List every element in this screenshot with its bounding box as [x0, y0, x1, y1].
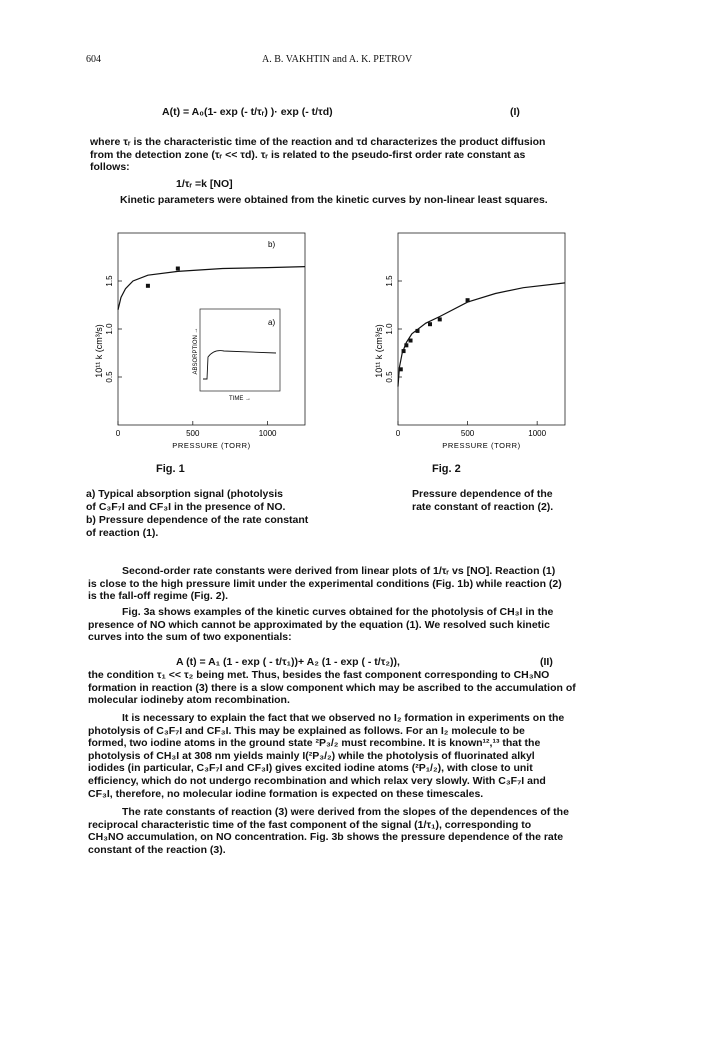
x-tick-label: 0	[395, 429, 401, 438]
data-point	[438, 317, 442, 321]
text-line: Second-order rate constants were derived from linear plots of 1/τᵣ vs [NO]. Reaction (1)	[122, 565, 556, 577]
x-tick-label: 1000	[528, 429, 547, 438]
data-point	[404, 343, 408, 347]
text-line: formed, two iodine atoms in the ground state ²P₃/₂ must recombine. It is known¹²,¹³ that the	[88, 737, 541, 750]
caption-line: a) Typical absorption signal (photolysis	[86, 488, 283, 500]
y-tick-label: 1.0	[105, 323, 114, 335]
text-line: iodides (in particular, C₃F₇I and CF₃I) gives excited iodine atoms (²P₁/₂), with close to unit	[88, 762, 533, 775]
text-line: from the detection zone (τᵣ << τd). τᵣ is related to the pseudo-first order rate constant as	[90, 148, 526, 161]
paragraph-4	[88, 806, 648, 856]
data-point	[399, 367, 403, 371]
paragraph-2	[88, 606, 648, 644]
y-axis-label: 10¹¹ k (cm³/s)	[374, 324, 384, 378]
rate-equation: 1/τᵣ =k [NO]	[176, 178, 233, 190]
text-line: It is necessary to explain the fact that we observed no I₂ formation in experiments on the	[122, 712, 565, 724]
inset-x-label: TIME →	[229, 396, 251, 402]
figure-1-caption	[86, 488, 308, 540]
x-tick-label: 500	[186, 429, 200, 438]
y-tick-label: 1.5	[385, 275, 394, 287]
caption-line: Pressure dependence of the	[412, 488, 553, 500]
fit-curve	[398, 283, 565, 387]
text-line: reciprocal characteristic time of the fast component of the signal (1/τ₁), corresponding to	[88, 818, 532, 831]
paragraph-3	[88, 712, 648, 800]
text-line: Kinetic parameters were obtained from the kinetic curves by non-linear least squares.	[120, 194, 548, 206]
text-line: The rate constants of reaction (3) were derived from the slopes of the dependences of the	[122, 806, 569, 818]
text-line: formation in reaction (3) there is a slow component which may be ascribed to the accumulation of	[88, 681, 576, 694]
data-point	[415, 329, 419, 333]
figure-1	[80, 225, 310, 470]
y-tick-label: 1.5	[105, 275, 114, 287]
text-line: curves into the sum of two exponentials:	[88, 631, 292, 644]
equation-2-number: (II)	[540, 656, 553, 668]
text-line: efficiency, which do not undergo recombination and which relax very slowly. With C₃F₇I and	[88, 774, 546, 787]
inset-y-label: ABSORPTION →	[193, 327, 199, 375]
caption-line: b) Pressure dependence of the rate constant	[86, 514, 309, 526]
y-tick-label: 0.5	[105, 371, 114, 383]
text-line: where τᵣ is the characteristic time of the reaction and τd characterizes the product diffusion	[90, 136, 546, 148]
caption-line: of C₃F₇I and CF₃I in the presence of NO.	[86, 501, 286, 513]
figure-2	[360, 225, 570, 470]
x-tick-label: 0	[115, 429, 121, 438]
text-line: presence of NO which cannot be approximated by the equation (1). We resolved such kinetic	[88, 618, 550, 631]
data-point	[402, 349, 406, 353]
caption-line: rate constant of reaction (2).	[412, 501, 554, 513]
paragraph-2-cont	[88, 669, 648, 707]
data-point	[428, 322, 432, 326]
data-point	[466, 298, 470, 302]
text-line: CH₃NO accumulation, on NO concentration. Fig. 3b shows the pressure dependence of the rate	[88, 831, 564, 844]
fit-curve	[118, 267, 305, 310]
figure-2-caption	[412, 488, 553, 514]
text-line: photolysis of CH₃I at 308 nm yields mainly I(²P₃/₂) while the photolysis of fluorinated alkyl	[88, 749, 535, 762]
page-number: 604	[86, 54, 101, 65]
data-point	[146, 284, 150, 288]
running-header: A. B. VAKHTIN and A. K. PETROV	[262, 54, 413, 65]
text-line: Fig. 3a shows examples of the kinetic curves obtained for the photolysis of CH₃I in the	[122, 606, 554, 618]
text-line: constant of the reaction (3).	[88, 843, 226, 856]
data-point	[409, 339, 413, 343]
plot-frame	[398, 233, 565, 425]
equation-1: A(t) = A₀(1- exp (- t/τᵣ) )· exp (- t/τd)	[162, 106, 333, 118]
x-axis-label: PRESSURE (TORR)	[172, 441, 251, 450]
x-tick-label: 500	[460, 429, 475, 438]
text-line: molecular iodineby atom recombination.	[88, 694, 290, 707]
caption-line: of reaction (1).	[86, 527, 159, 539]
y-axis-label: 10¹¹ k (cm³/s)	[94, 324, 104, 378]
y-tick-label: 0.5	[385, 371, 394, 383]
x-tick-label: 1000	[258, 429, 277, 438]
intro-text	[90, 136, 650, 174]
text-line: follows:	[90, 161, 130, 174]
figure-1-label: Fig. 1	[156, 463, 185, 475]
equation-2: A (t) = A₁ (1 - exp ( - t/τ₁))+ A₂ (1 - exp ( - t/τ₂)),	[176, 656, 400, 668]
text-line: CF₃I, therefore, no molecular iodine formation is expected on these timescales.	[88, 787, 484, 800]
data-point	[176, 267, 180, 271]
panel-a-tag: a)	[268, 318, 276, 327]
y-tick-label: 1.0	[385, 323, 394, 335]
text-line: is the fall-off regime (Fig. 2).	[88, 590, 229, 603]
x-axis-label: PRESSURE (TORR)	[442, 441, 521, 450]
panel-b-tag: b)	[268, 240, 276, 249]
paragraph-1	[88, 565, 648, 603]
figure-2-label: Fig. 2	[432, 463, 461, 475]
text-line: photolysis of C₃F₇I and CF₃I. This may be explained as follows. For an I₂ molecule to be	[88, 724, 525, 737]
equation-1-number: (I)	[510, 106, 520, 118]
text-line: the condition τ₁ << τ₂ being met. Thus, besides the fast component corresponding to CH₃NO	[88, 669, 550, 681]
text-line: is close to the high pressure limit under the experimental conditions (Fig. 1b) while reaction (2)	[88, 577, 562, 590]
